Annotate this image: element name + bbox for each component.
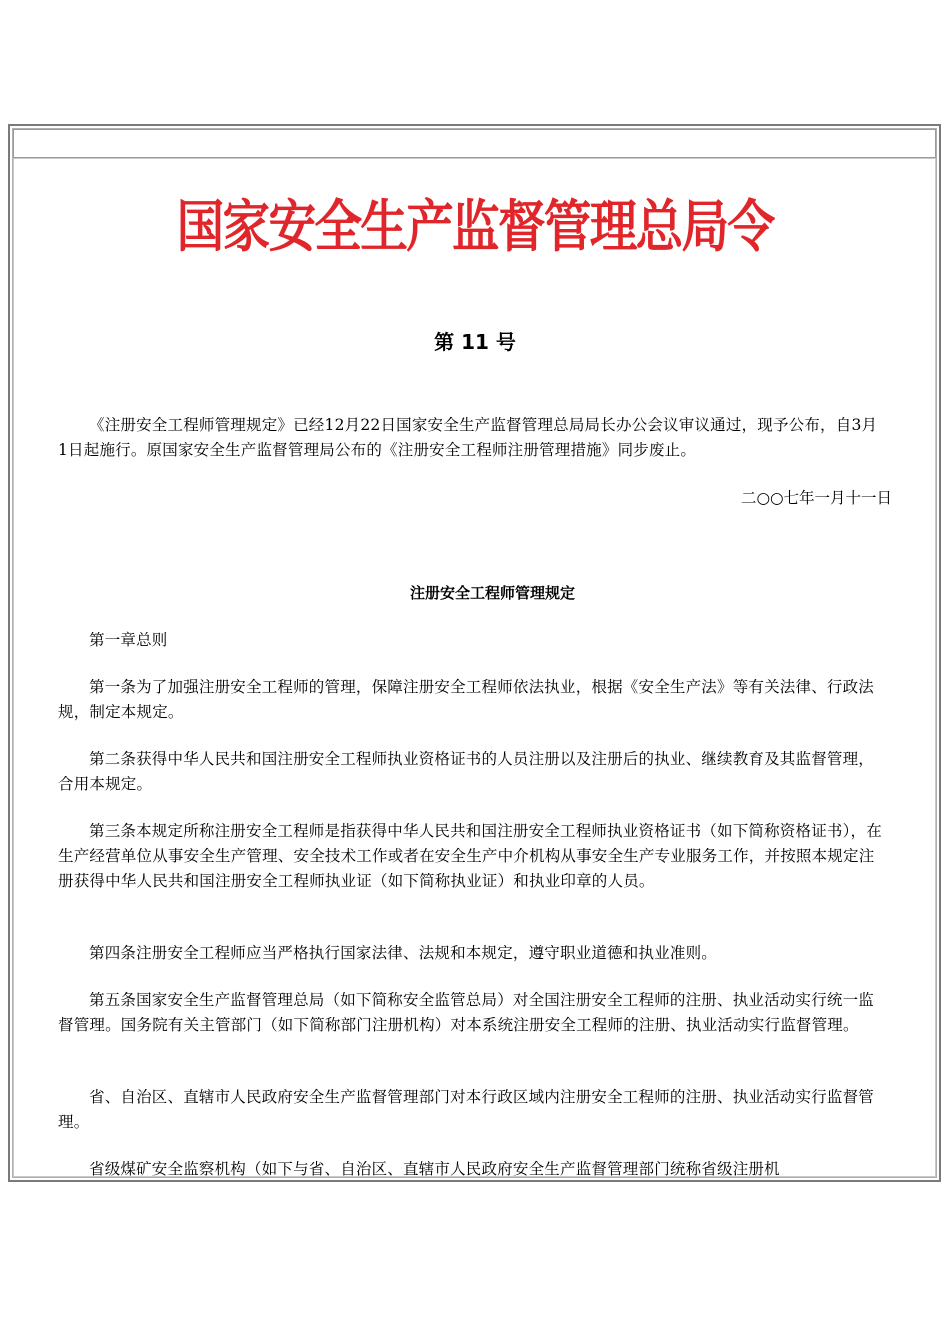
decree-number: 第 11 号 <box>434 330 516 354</box>
article-4: 第四条注册安全工程师应当严格执行国家法律、法规和本规定，遵守职业道德和执业准则。 <box>89 944 718 962</box>
decree-title: 国家安全生产监督管理总局令 <box>176 194 774 260</box>
article-3: 第三条本规定所称注册安全工程师是指获得中华人民共和国注册安全工程师执业资格证书（如下简称资格证书），在生产经营单位从事安全生产管理、安全技术工作或者在安全生产中介机构从事安全生产专业服务工作，并按照本规定注册获得中华人民共和国注册安全工程师执业证（如下简称执业证）和执业印章的人员。 <box>58 822 882 890</box>
intro-paragraph: 《注册安全工程师管理规定》已经12月22日国家安全生产监督管理总局局长办公会议审议通过，现予公布，自3月1日起施行。原国家安全生产监督管理局公布的《注册安全工程师注册管理措施》同步废止。 <box>58 416 878 459</box>
rule-title: 注册安全工程师管理规定 <box>409 584 575 602</box>
article-1: 第一条为了加强注册安全工程师的管理，保障注册安全工程师依法执业，根据《安全生产法》等有关法律、行政法规，制定本规定。 <box>58 678 875 721</box>
article-5: 第五条国家安全生产监督管理总局（如下简称安全监管总局）对全国注册安全工程师的注册、执业活动实行统一监督管理。国务院有关主管部门（如下简称部门注册机构）对本系统注册安全工程师的注册、执业活动实行监督管理。 <box>58 991 875 1034</box>
header-cell <box>13 129 936 158</box>
article-5-paragraph-3: 省级煤矿安全监察机构（如下与省、自治区、直辖市人民政府安全生产监督管理部门统称省级注册机 <box>89 1160 780 1178</box>
article-2: 第二条获得中华人民共和国注册安全工程师执业资格证书的人员注册以及注册后的执业、继续教育及其监督管理，合用本规定。 <box>58 750 875 793</box>
article-5-paragraph-2: 省、自治区、直辖市人民政府安全生产监督管理部门对本行政区域内注册安全工程师的注册、执业活动实行监督管理。 <box>58 1088 875 1131</box>
issue-date: 二○○七年一月十一日 <box>740 489 892 507</box>
chapter-heading: 第一章总则 <box>89 631 168 649</box>
